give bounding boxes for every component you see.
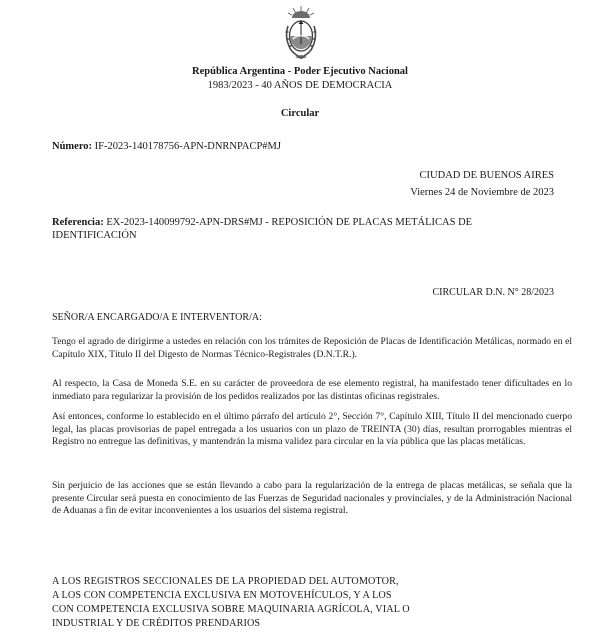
recipient-line: INDUSTRIAL Y DE CRÉDITOS PRENDARIOS — [52, 618, 261, 629]
body-paragraph-1: Tengo el agrado de dirigirme a ustedes en relación con los trámites de Reposición de Placas de Identificación Metálicas, normado en el Capítulo XIX, Título II del Digesto de Normas Técnico-Registrales (D.N.T.R.). — [52, 336, 572, 360]
reference — [52, 216, 552, 242]
document-type: Circular — [280, 108, 320, 119]
body-paragraph-3: Así entonces, conforme lo establecido en el último párrafo del artículo 2°, Sección 7°, Capítulo XIII, Título II del mencionado cuerpo legal, las placas provisorias de papel entregada a los usuarios con un plazo de TREINTA (30) días, resultan prorrogables mientras el Registro no entregue las definitivas, y mantendrán la misma validez para circular en la vía pública que las placas metálicas. — [52, 411, 572, 447]
recipient-line: CON COMPETENCIA EXCLUSIVA SOBRE MAQUINARIA AGRÍCOLA, VIAL O — [52, 604, 410, 615]
salutation: SEÑOR/A ENCARGADO/A E INTERVENTOR/A: — [52, 312, 262, 323]
reference-value: EX-2023-140099792-APN-DRS#MJ - REPOSICIÓN DE PLACAS METÁLICAS DE IDENTIFICACIÓN — [52, 217, 473, 241]
document-number — [52, 141, 281, 152]
recipients-block — [52, 575, 572, 631]
body-paragraph-4: Sin perjuicio de las acciones que se están llevando a cabo para la regularización de la entrega de placas metálicas, se señala que la presente Circular será puesta en conocimiento de las Fuerzas de Seguridad nacionales y provinciales, y de la Administración Nacional de Aduanas a fin de evitar inconvenientes a los usuarios del sistema registral. — [52, 480, 572, 516]
anniversary-slogan: 1983/2023 - 40 AÑOS DE DEMOCRACIA — [207, 80, 393, 91]
recipient-line: A LOS REGISTROS SECCIONALES DE LA PROPIEDAD DEL AUTOMOTOR, — [52, 576, 399, 587]
circular-number: CIRCULAR D.N. N° 28/2023 — [432, 287, 554, 298]
document-place: CIUDAD DE BUENOS AIRES — [419, 170, 554, 181]
body-paragraph-2: Al respecto, la Casa de Moneda S.E. en su carácter de proveedora de ese elemento registral, ha manifestado tener dificultades en lo inmediato para regularizar la provisión de los pedidos realizados por las distintas oficinas registrales. — [52, 378, 572, 402]
document-number-value: IF-2023-140178756-APN-DNRNPACP#MJ — [94, 141, 281, 152]
government-header: República Argentina - Poder Ejecutivo Nacional — [192, 66, 408, 77]
document-number-label: Número: — [52, 141, 93, 152]
argentina-coat-of-arms-icon — [281, 4, 321, 62]
recipient-line: A LOS CON COMPETENCIA EXCLUSIVA EN MOTOVEHÍCULOS, Y A LOS — [52, 590, 392, 601]
document-date: Viernes 24 de Noviembre de 2023 — [410, 187, 554, 198]
reference-label: Referencia: — [52, 217, 104, 228]
